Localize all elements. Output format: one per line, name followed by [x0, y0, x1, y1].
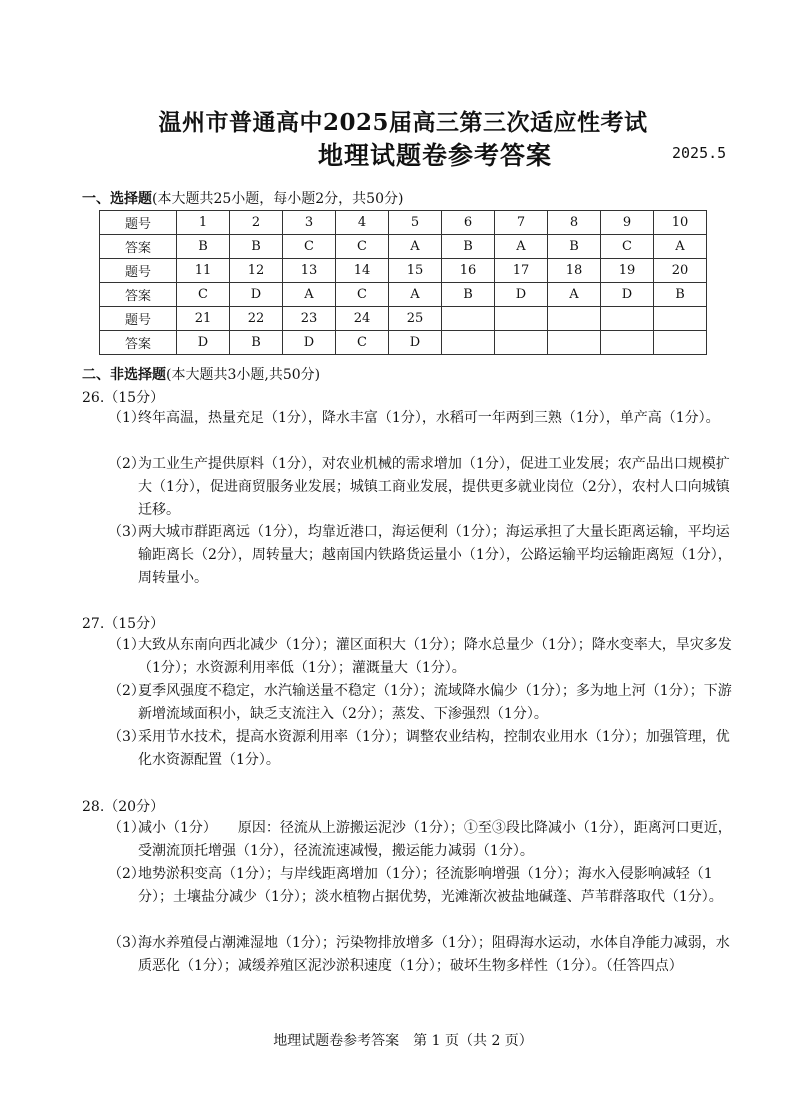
question-number-cell: 9 — [601, 211, 654, 235]
q27-item-3-text: 采用节水技术，提高水资源利用率（1分）；调整农业结构，控制农业用水（1分）；加强管理，优化水资源配置（1分）。 — [138, 729, 730, 768]
section2-heading — [82, 364, 320, 384]
question-number-cell: 14 — [336, 259, 389, 283]
question-number-cell — [548, 307, 601, 331]
answer-table — [99, 210, 707, 355]
answer-cell: A — [654, 235, 707, 259]
question-number-row — [100, 259, 707, 283]
answer-row — [100, 283, 707, 307]
question-number-cell: 23 — [283, 307, 336, 331]
q26-item-1-text: 终年高温，热量充足（1分），降水丰富（1分），水稻可一年两到三熟（1分），单产高（1分）。 — [138, 410, 720, 426]
q27-item-1 — [108, 634, 738, 680]
q28-item-2-number: （2） — [108, 866, 145, 882]
question-number-row — [100, 211, 707, 235]
question-number-cell: 15 — [389, 259, 442, 283]
q28-item-1-number: （1） — [108, 820, 145, 836]
answer-cell: B — [442, 283, 495, 307]
question-number-cell: 16 — [442, 259, 495, 283]
exam-title: 温州市普通高中2025届高三第三次适应性考试 — [158, 109, 648, 136]
q27-item-2 — [108, 680, 738, 726]
section2-note: (本大题共3小题,共50分) — [166, 367, 321, 383]
question-number-cell — [495, 307, 548, 331]
q27-item-1-text: 大致从东南向西北减少（1分）；灌区面积大（1分）；降水总量少（1分）；降水变率大，旱灾多发（1分）；水资源利用率低（1分）；灌溉量大（1分）。 — [138, 637, 732, 676]
q26-item-3 — [108, 521, 738, 590]
answer-cell: B — [548, 235, 601, 259]
question-number-cell: 5 — [389, 211, 442, 235]
question-number-cell — [442, 307, 495, 331]
answer-cell: B — [442, 235, 495, 259]
q26-item-1 — [108, 407, 738, 430]
answer-label: 答案 — [100, 331, 177, 355]
question-number-cell: 1 — [177, 211, 230, 235]
q26-item-2 — [108, 453, 738, 522]
q28-item-3 — [108, 932, 738, 978]
q26-item-1-number: （1） — [108, 410, 145, 426]
question-number-label: 题号 — [100, 211, 177, 235]
q26-item-3-number: （3） — [108, 524, 145, 540]
answer-cell: A — [495, 235, 548, 259]
answer-cell: C — [283, 235, 336, 259]
question-number-cell: 21 — [177, 307, 230, 331]
q28-item-2-text: 地势淤积变高（1分）；与岸线距离增加（1分）；径流影响增强（1分）；海水入侵影响减轻（1分）；土壤盐分减少（1分）；淡水植物占据优势，光滩渐次被盐地碱蓬、芦苇群落取代（1分）。 — [138, 866, 723, 905]
answer-cell: A — [548, 283, 601, 307]
document-subtitle: 地理试题卷参考答案 — [318, 141, 553, 170]
q27-label: 27.（15分） — [82, 616, 165, 632]
question-number-cell: 3 — [283, 211, 336, 235]
question-number-cell: 17 — [495, 259, 548, 283]
answer-cell — [601, 331, 654, 355]
q28-item-1-text: 减小（1分） 原因：径流从上游搬运泥沙（1分）；①至③段比降减小（1分），距离河口更近，受潮流顶托增强（1分），径流流速减慢，搬运能力减弱（1分）。 — [138, 820, 732, 859]
question-number-cell: 25 — [389, 307, 442, 331]
section1-title: 一、选择题 — [82, 191, 152, 207]
question-number-cell: 13 — [283, 259, 336, 283]
exam-date: 2025.5 — [672, 144, 727, 162]
answer-cell — [654, 331, 707, 355]
answer-cell: A — [389, 235, 442, 259]
answer-row — [100, 235, 707, 259]
question-number-cell: 2 — [230, 211, 283, 235]
question-number-cell: 12 — [230, 259, 283, 283]
q28-item-2 — [108, 863, 738, 909]
answer-row — [100, 331, 707, 355]
question-number-label: 题号 — [100, 307, 177, 331]
q28-label: 28.（20分） — [82, 799, 165, 815]
question-number-cell: 6 — [442, 211, 495, 235]
q27-item-2-number: （2） — [108, 683, 145, 699]
q26-item-3-text: 两大城市群距离远（1分），均靠近港口，海运便利（1分）；海运承担了大量长距离运输，平均运输距离长（2分），周转量大；越南国内铁路货运量小（1分），公路运输平均运输距离短（1分），周转量小。 — [138, 524, 732, 586]
question-number-cell — [601, 307, 654, 331]
question-number-cell: 24 — [336, 307, 389, 331]
question-number-cell: 10 — [654, 211, 707, 235]
answer-cell: D — [601, 283, 654, 307]
q26-item-2-text: 为工业生产提供原料（1分），对农业机械的需求增加（1分），促进工业发展；农产品出口规模扩大（1分），促进商贸服务业发展；城镇工商业发展，提供更多就业岗位（2分），农村人口向城镇迁移。 — [138, 456, 730, 518]
answer-label: 答案 — [100, 235, 177, 259]
question-number-cell: 7 — [495, 211, 548, 235]
section1-heading — [82, 188, 403, 208]
q26-item-2-number: （2） — [108, 456, 145, 472]
question-number-label: 题号 — [100, 259, 177, 283]
question-number-cell: 11 — [177, 259, 230, 283]
q27-item-2-text: 夏季风强度不稳定，水汽输送量不稳定（1分）；流域降水偏少（1分）；多为地上河（1分）；下游新增流域面积小，缺乏支流注入（2分）；蒸发、下渗强烈（1分）。 — [138, 683, 732, 722]
q27-item-3-number: （3） — [108, 729, 145, 745]
answer-cell: C — [336, 235, 389, 259]
page-footer: 地理试题卷参考答案 第 1 页（共 2 页） — [273, 1033, 533, 1049]
q28-item-3-number: （3） — [108, 935, 145, 951]
section1-note: (本大题共25小题，每小题2分，共50分) — [152, 191, 404, 207]
question-number-cell: 22 — [230, 307, 283, 331]
answer-cell — [442, 331, 495, 355]
answer-label: 答案 — [100, 283, 177, 307]
q27-item-1-number: （1） — [108, 637, 145, 653]
answer-cell: D — [283, 331, 336, 355]
question-number-cell: 4 — [336, 211, 389, 235]
q26-label: 26.（15分） — [82, 390, 165, 406]
answer-cell: C — [177, 283, 230, 307]
answer-cell: C — [336, 331, 389, 355]
answer-cell — [548, 331, 601, 355]
answer-cell: B — [230, 331, 283, 355]
answer-cell: B — [230, 235, 283, 259]
question-number-cell: 8 — [548, 211, 601, 235]
question-number-cell: 20 — [654, 259, 707, 283]
answer-cell: B — [177, 235, 230, 259]
answer-cell: D — [389, 331, 442, 355]
answer-cell — [495, 331, 548, 355]
answer-cell: D — [230, 283, 283, 307]
answer-cell: D — [177, 331, 230, 355]
answer-cell: B — [654, 283, 707, 307]
answer-cell: A — [283, 283, 336, 307]
answer-cell: D — [495, 283, 548, 307]
answer-cell: A — [389, 283, 442, 307]
answer-cell: C — [601, 235, 654, 259]
question-number-cell: 19 — [601, 259, 654, 283]
question-number-cell — [654, 307, 707, 331]
answer-cell: C — [336, 283, 389, 307]
q27-item-3 — [108, 726, 738, 772]
question-number-row — [100, 307, 707, 331]
q28-item-3-text: 海水养殖侵占潮滩湿地（1分）；污染物排放增多（1分）；阻碍海水运动，水体自净能力减弱，水质恶化（1分）；减缓养殖区泥沙淤积速度（1分）；破坏生物多样性（1分）。（任答四点） — [138, 935, 730, 974]
q28-item-1 — [108, 817, 738, 863]
section2-title: 二、非选择题 — [82, 367, 166, 383]
question-number-cell: 18 — [548, 259, 601, 283]
